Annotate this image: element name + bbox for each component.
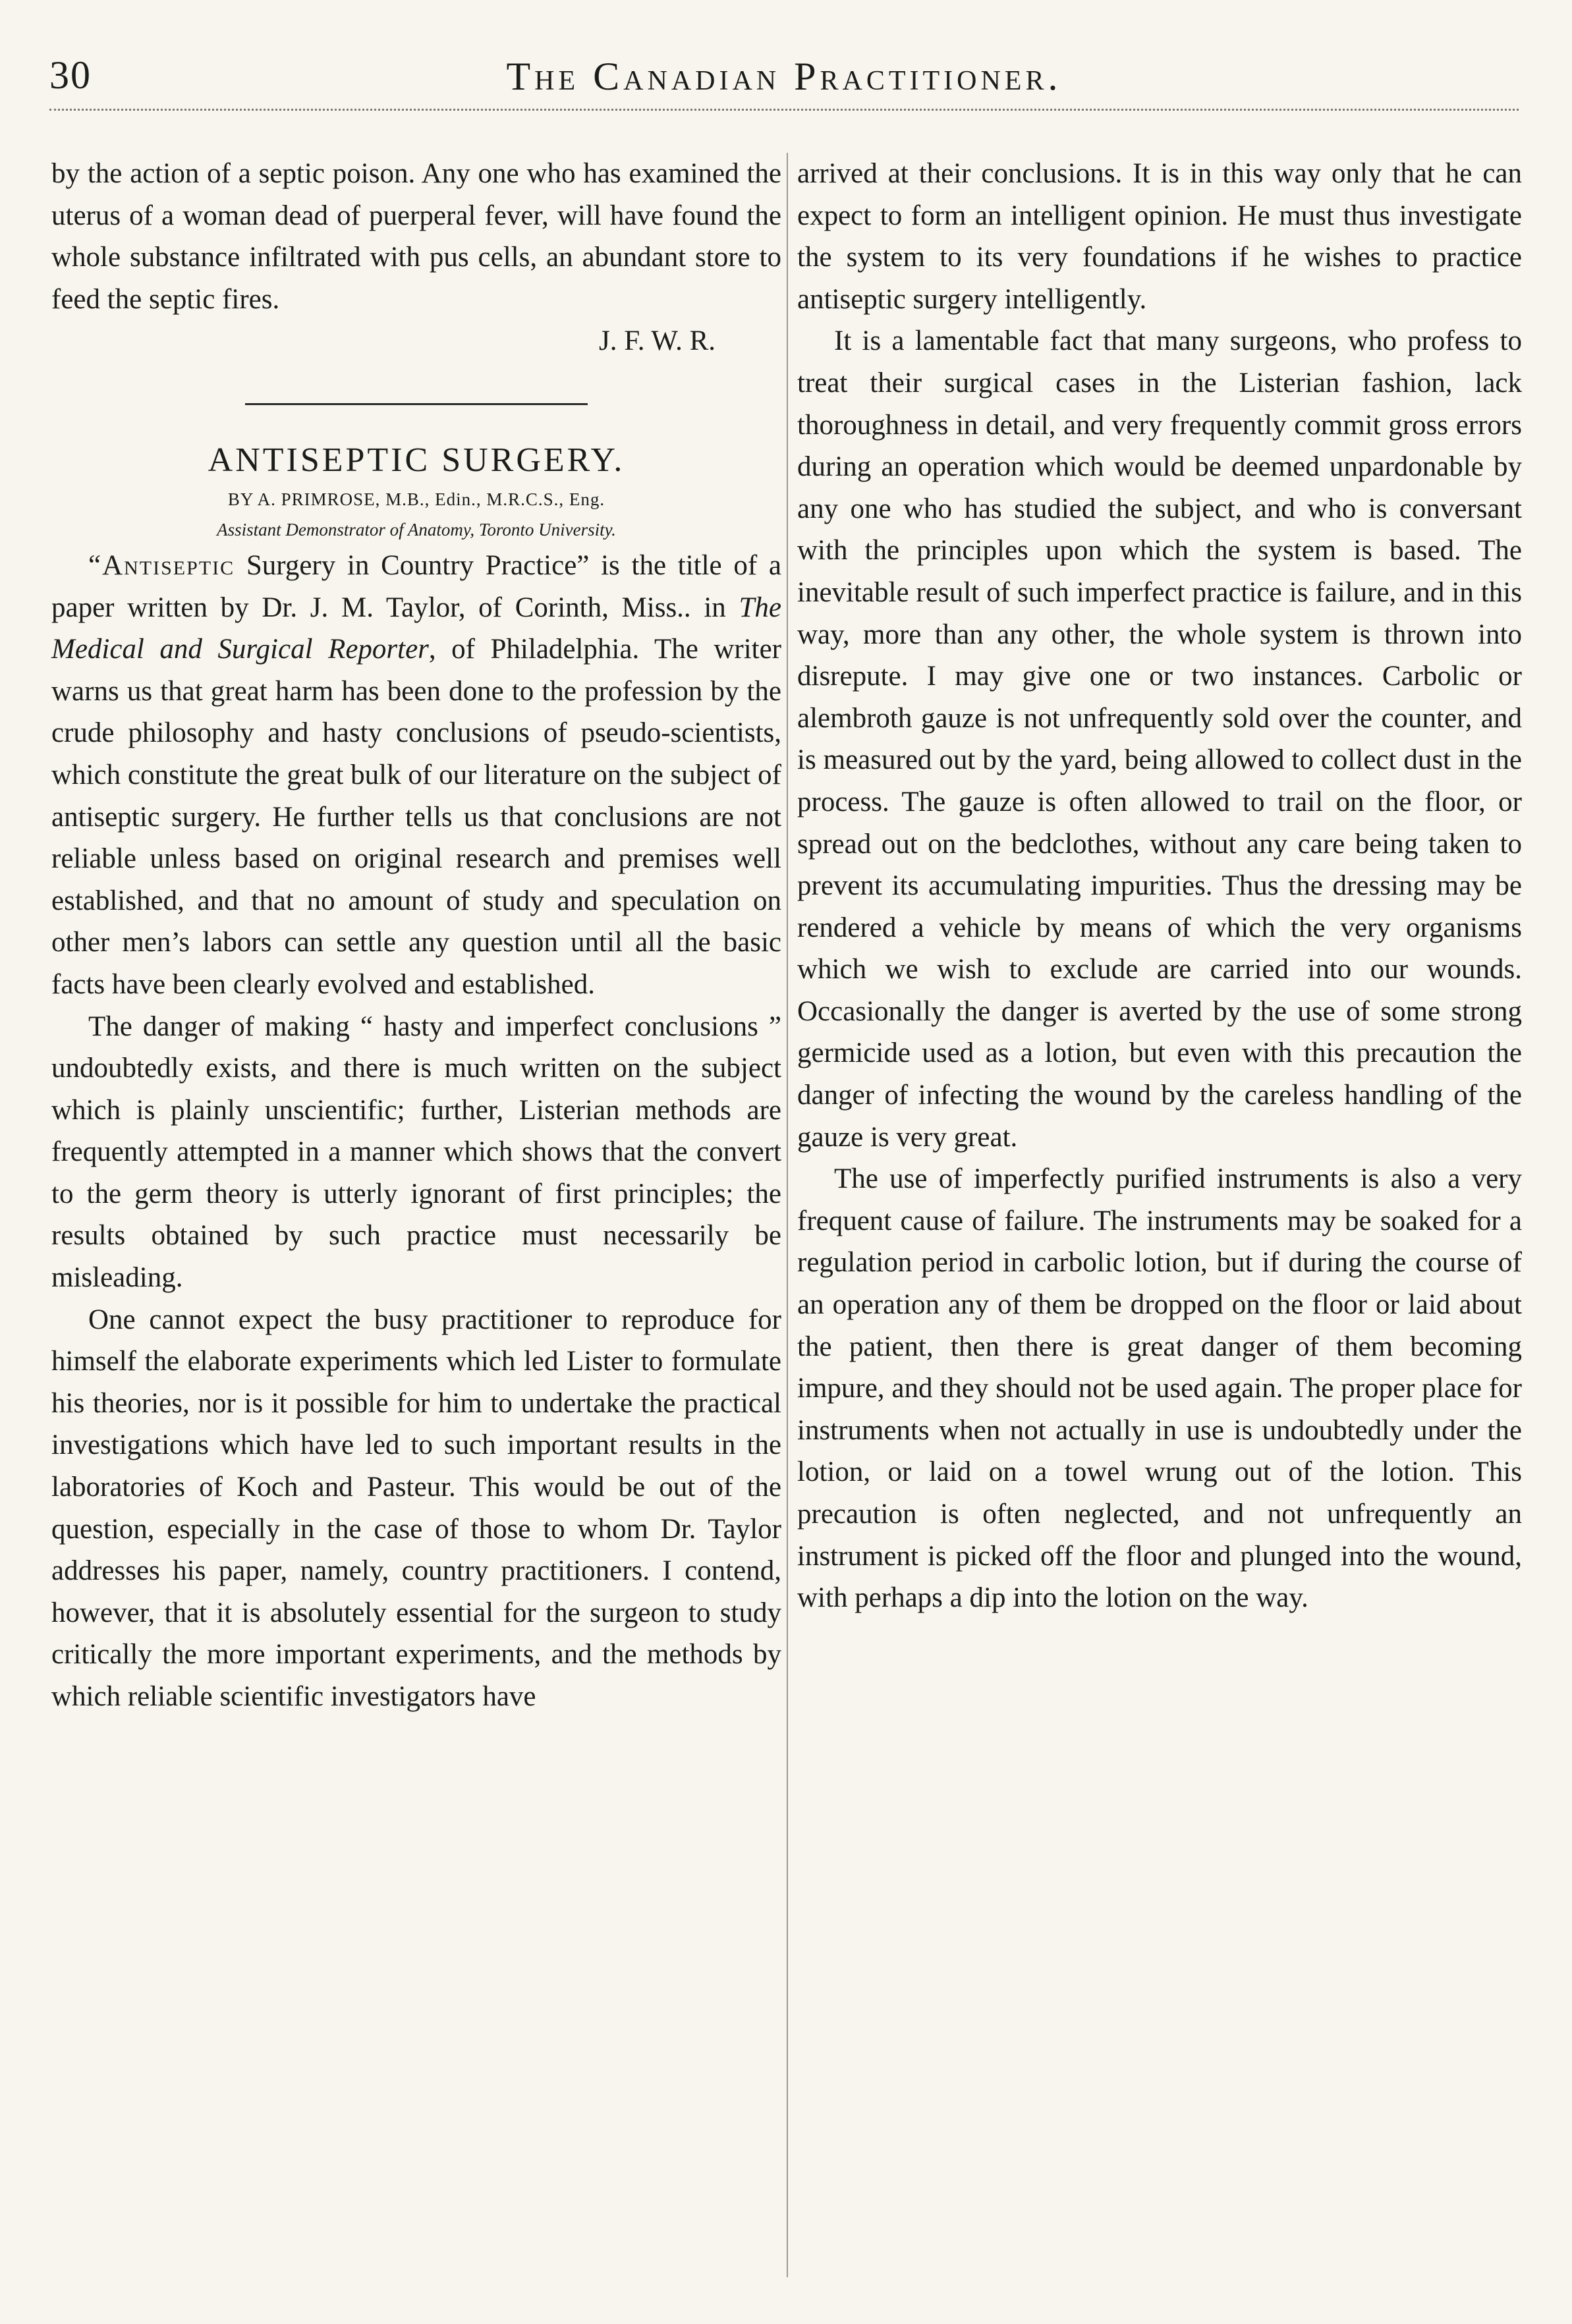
article-title: ANTISEPTIC SURGERY.: [208, 441, 625, 479]
article-paragraph-6: The use of imperfectly purified instruments is also a very frequent cause of failure. The instruments may be soaked for a regulation period in carbolic lotion, but if during the course of an operation any of them be dropped on the floor or laid about the patient, then there is great danger of them becoming impure, and they should not be used again. The proper place for instruments when not actually in use is undoubtedly under the lotion, or laid on a towel wrung out of the lotion. This precaution is often neglected, and not unfrequently an instrument is picked off the floor and plunged into the wound, with perhaps a dip into the lotion on the way.: [797, 1163, 1522, 1614]
author-affiliation: Assistant Demonstrator of Anatomy, Toronto University.: [217, 519, 616, 540]
journal-name: The Medical and Surgical Reporter: [51, 592, 781, 665]
column-divider: [787, 153, 788, 2277]
article-byline: BY A. PRIMROSE, M.B., Edin., M.R.C.S., Eng.: [227, 489, 605, 509]
header-rule: [49, 109, 1519, 111]
left-column: [51, 153, 781, 1718]
article-paragraph-1: [51, 545, 781, 1006]
article-paragraph-4: arrived at their conclusions. It is in this way only that he can expect to form an intelligent opinion. He must thus investigate the system to its very foundations if he wishes to practice antiseptic surgery intelligently.: [797, 158, 1522, 315]
paragraph-text: Surgery in Country Practice” is the title of a paper written by Dr. J. M. Taylor, of Corinth, Miss.. in: [51, 549, 781, 623]
article-paragraph-2: The danger of making “ hasty and imperfect conclusions ” undoubtedly exists, and there is much written on the subject which is plainly unscientific; further, Listerian methods are frequently attempted in a manner which shows that the convert to the germ theory is utterly ignorant of first principles; the results obtained by such practice must necessarily be misleading.: [51, 1010, 781, 1294]
article-paragraph-3: One cannot expect the busy practitioner to reproduce for himself the elaborate experiments which led Lister to formulate his theories, nor is it possible for him to undertake the practical investigations which have led to such important results in the laboratories of Koch and Pasteur. This would be out of the question, especially in the case of those to whom Dr. Taylor addresses his paper, namely, country practitioners. I contend, however, that it is absolutely essential for the surgeon to study critically the more important experiments, and the methods by which reliable scientific investigators have: [51, 1304, 781, 1712]
article-paragraph-5: It is a lamentable fact that many surgeons, who profess to treat their surgical cases in the Listerian fashion, lack thoroughness in detail, and very frequently commit gross errors during an operation which would be deemed unpardonable by any one who has studied the subject, and who is conversant with the principles upon which the system is based. The inevitable result of such imperfect practice is failure, and in this way, more than any other, the whole system is thrown into disrepute. I may give one or two instances. Carbolic or alembroth gauze is not unfrequently sold over the counter, and is measured out by the yard, being allowed to collect dust in the process. The gauze is often allowed to trail on the floor, or spread out on the bedclothes, without any care being taken to prevent its accumulating impurities. Thus the dressing may be rendered a vehicle by means of which the very organisms which we wish to exclude are carried into our wounds. Occasionally the danger is averted by the use of some strong germicide used as a lotion, but even with this precaution the danger of infecting the wound by the careless handling of the gauze is very great.: [797, 325, 1522, 1153]
paragraph-text: , of Philadelphia. The writer warns us that great harm has been done to the profession by the crude philosophy and hasty conclusions of pseudo-scientists, which constitute the great bulk of our literature on the subject of antiseptic surgery. He further tells us that conclusions are not reliable unless based on original research and premises well established, and that no amount of study and speculation on other men’s labors can settle any question until all the basic facts have been clearly evolved and established.: [51, 634, 781, 1000]
right-column: [797, 153, 1522, 1619]
lead-word: “Antiseptic: [88, 549, 235, 581]
article-separator-rule: [245, 403, 588, 405]
previous-article-tail: by the action of a septic poison. Any one who has examined the uterus of a woman dead of puerperal fever, will have found the whole substance infiltrated with pus cells, an abundant store to feed the septic fires.: [51, 158, 781, 315]
page-header: [49, 34, 1519, 107]
author-signature: J. F. W. R.: [599, 325, 716, 357]
page-number: 30: [49, 53, 92, 97]
running-title: The Canadian Practitioner.: [506, 55, 1062, 98]
